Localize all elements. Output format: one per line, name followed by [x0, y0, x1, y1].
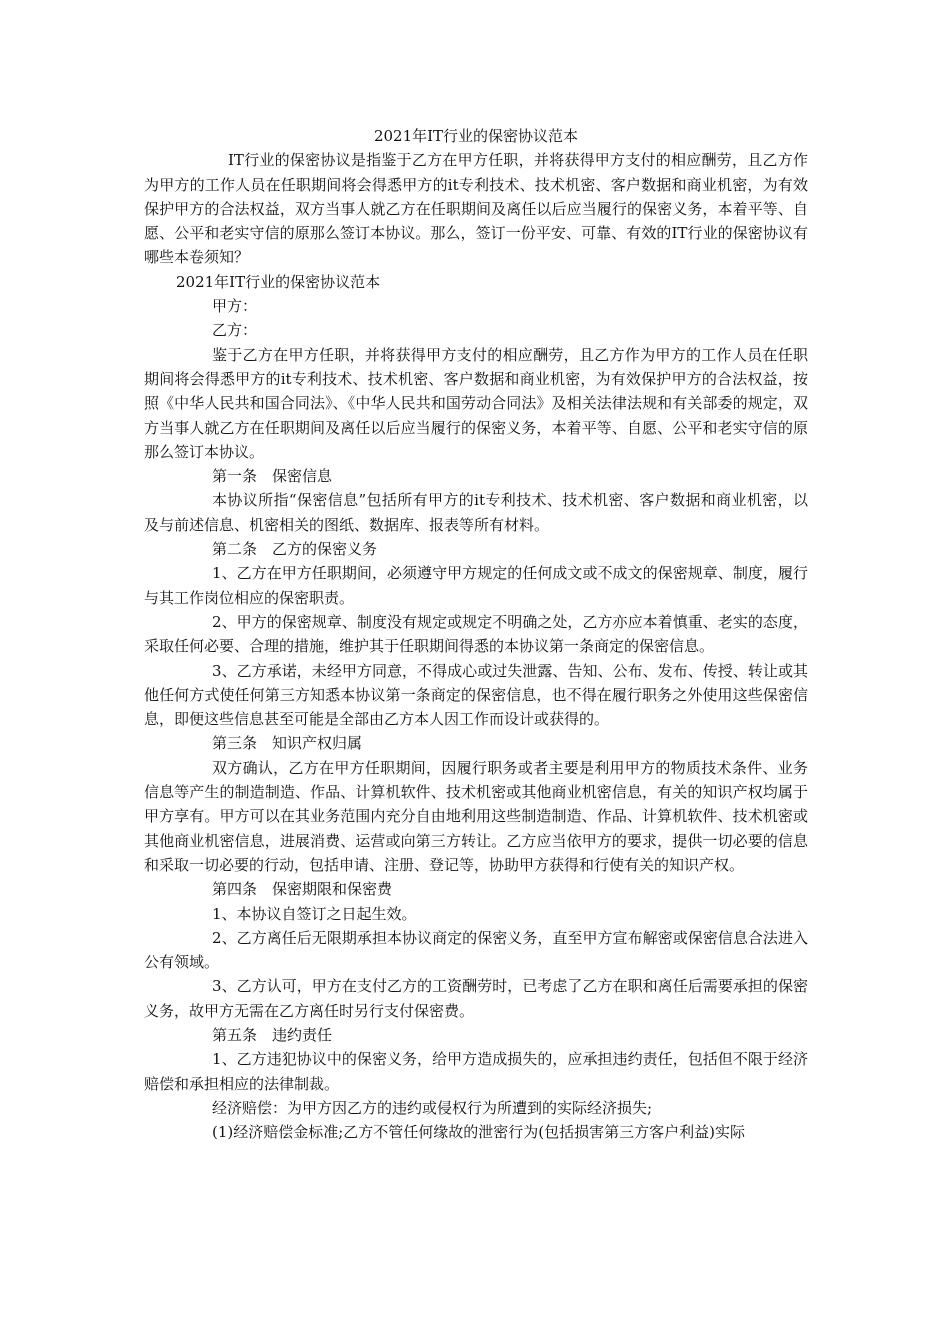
- article-1-paragraph: 本协议所指“保密信息”包括所有甲方的it专利技术、技术机密、客户数据和商业机密，以及与前述信息、机密相关的图纸、数据库、报表等所有材料。: [144, 491, 808, 534]
- article-2-paragraph-1: 1、乙方在甲方任职期间，必须遵守甲方规定的任何成文或不成文的保密规章、制度，履行与其工作岗位相应的保密职责。: [144, 564, 808, 607]
- article-2-paragraph-3: 3、乙方承诺，未经甲方同意，不得成心或过失泄露、告知、公布、发布、传授、转让或其他任何方式使任何第三方知悉本协议第一条商定的保密信息，也不得在履行职务之外使用这些保密信息，即便这些信息甚至可能是全部由乙方本人因工作而设计或获得的。: [144, 661, 808, 729]
- article-3-paragraph: 双方确认，乙方在甲方任职期间，因履行职务或者主要是利用甲方的物质技术条件、业务信息等产生的制造制造、作品、计算机软件、技术机密或其他商业机密信息，有关的知识产权均属于甲方享有。甲方可以在其业务范围内充分自由地利用这些制造制造、作品、计算机软件、技术机密或其他商业机密信息，进展消费、运营或向第三方转让。乙方应当依甲方的要求，提供一切必要的信息和采取一切必要的行动，包括申请、注册、登记等，协助甲方获得和行使有关的知识产权。: [144, 758, 808, 874]
- article-5-heading: 第五条 违约责任: [212, 1025, 333, 1044]
- article-4-heading: 第四条 保密期限和保密费: [212, 880, 393, 899]
- article-4-paragraph-3: 3、乙方认可，甲方在支付乙方的工资酬劳时，已考虑了乙方在职和离任后需要承担的保密义务，故甲方无需在乙方离任时另行支付保密费。: [144, 977, 808, 1020]
- article-4-paragraph-1: 1、本协议自签订之日起生效。: [212, 904, 417, 923]
- party-a-line: 甲方：: [212, 297, 258, 316]
- agreement-subtitle: 2021年IT行业的保密协议范本: [176, 272, 381, 291]
- article-1-heading: 第一条 保密信息: [212, 467, 333, 486]
- document-body: [144, 124, 808, 1144]
- document-title: 2021年IT行业的保密协议范本: [373, 127, 579, 145]
- article-5-paragraph-1: 1、乙方违犯协议中的保密义务，给甲方造成损失的，应承担违约责任，包括但不限于经济赔偿和承担相应的法律制裁。: [144, 1050, 808, 1093]
- article-3-heading: 第三条 知识产权归属: [212, 734, 363, 753]
- article-5-paragraph-3: (1)经济赔偿金标准;乙方不管任何缘故的泄密行为(包括损害第三方客户利益)实际: [212, 1123, 746, 1142]
- article-2-heading: 第二条 乙方的保密义务: [212, 540, 378, 559]
- article-5-paragraph-2: 经济赔偿：为甲方因乙方的违约或侵权行为所遭到的实际经济损失;: [212, 1098, 653, 1117]
- party-b-line: 乙方：: [212, 321, 258, 340]
- article-2-paragraph-2: 2、甲方的保密规章、制度没有规定或规定不明确之处，乙方亦应本着慎重、老实的态度，采取任何必要、合理的措施，维护其于任职期间得悉的本协议第一条商定的保密信息。: [144, 612, 808, 656]
- intro-paragraph: IT行业的保密协议是指鉴于乙方在甲方任职，并将获得甲方支付的相应酬劳，且乙方作为甲方的工作人员在任职期间将会得悉甲方的it专利技术、技术机密、客户数据和商业机密，为有效保护甲方的合法权益，双方当事人就乙方在任职期间及离任以后应当履行的保密义务，本着平等、自愿、公平和老实守信的原那么签订本协议。那么，签订一份平安、可靠、有效的IT行业的保密协议有哪些本卷须知？: [144, 151, 808, 267]
- article-4-paragraph-2: 2、乙方离任后无限期承担本协议商定的保密义务，直至甲方宣布解密或保密信息合法进入公有领域。: [144, 928, 808, 972]
- preamble-paragraph: 鉴于乙方在甲方任职，并将获得甲方支付的相应酬劳，且乙方作为甲方的工作人员在任职期间将会得悉甲方的it专利技术、技术机密、客户数据和商业机密，为有效保护甲方的合法权益，按照《中华人民共和国合同法》、《中华人民共和国劳动合同法》及相关法律法规和有关部委的规定，双方当事人就乙方在任职期间及离任以后应当履行的保密义务，本着平等、自愿、公平和老实守信的原那么签订本协议。: [144, 345, 808, 461]
